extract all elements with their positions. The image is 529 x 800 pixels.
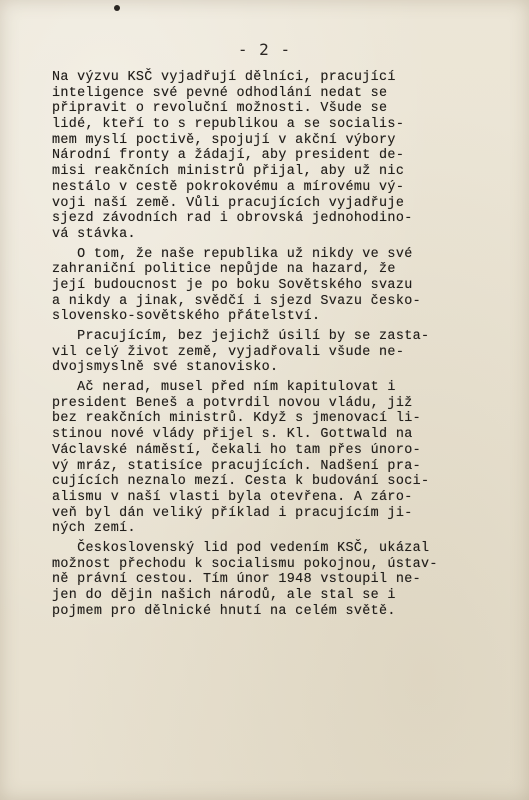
text-line: slovensko-sovětského přátelství. <box>52 309 321 325</box>
text-line: vá stávka. <box>52 226 136 242</box>
text-line: Pracujícím, bez jejichž úsilí by se zasta- <box>52 329 430 344</box>
paragraph <box>52 70 522 243</box>
text-line: jen do dějin našich národů, ale stal se i <box>52 588 396 603</box>
text-line: misi reakčních ministrů přijal, aby už nic <box>52 164 405 180</box>
text-line: dvojsmyslně své stanovisko. <box>52 360 279 376</box>
text-line: lidé, kteří to s republikou a se socialis- <box>52 117 405 133</box>
text-line: možnost přechodu k socialismu pokojnou, ústav- <box>52 556 438 572</box>
text-line: cujících neznalo mezí. Cesta k budování soci- <box>52 474 430 490</box>
text-line: a nikdy a jinak, svědčí i sjezd Svazu česko- <box>52 293 421 309</box>
text-line: alismu v naší vlasti byla otevřena. A záro- <box>52 489 413 505</box>
paragraph <box>52 541 522 619</box>
page-number: - 2 - <box>237 40 292 59</box>
text-line: stinou nové vlády přijel s. Kl. Gottwald na <box>52 427 413 443</box>
text-line: vil celý život země, vyjadřovali všude ne- <box>52 344 405 360</box>
text-line: zahraniční politice nepůjde na hazard, že <box>52 262 396 278</box>
paragraph <box>52 329 522 376</box>
text-line: president Beneš a potvrdil novou vládu, již <box>52 395 413 411</box>
text-line: Na výzvu KSČ vyjadřují dělníci, pracující <box>52 70 396 85</box>
text-line: veň byl dán veliký příklad i pracujícím ji- <box>52 505 413 521</box>
text-line: voji naší země. Vůli pracujících vyjadřuje <box>52 195 405 211</box>
text-line: mem myslí poctivě, spojují v akční výbory <box>52 132 396 148</box>
document-body <box>52 70 522 619</box>
text-line: nestálo v cestě pokrokovému a mírovému vý- <box>52 179 405 195</box>
text-line: ných zemí. <box>52 521 136 537</box>
text-line: pojmem pro dělnické hnutí na celém světě. <box>52 603 396 619</box>
text-line: ně právní cestou. Tím únor 1948 vstoupil ne- <box>52 572 421 588</box>
text-line: Václavské náměstí, čekali ho tam přes únoro- <box>52 442 421 458</box>
text-line: vý mráz, statisíce pracujících. Nadšení pra- <box>52 458 421 474</box>
text-line: Národní fronty a žádají, aby president de- <box>52 148 405 164</box>
punch-hole-mark <box>114 5 120 11</box>
text-line: inteligence své pevné odhodlání nedat se <box>52 85 388 101</box>
paragraph <box>52 247 522 325</box>
text-line: O tom, že naše republika už nikdy ve své <box>52 246 413 262</box>
text-line: její budoucnost je po boku Sovětského svazu <box>52 277 413 293</box>
text-line: bez reakčních ministrů. Když s jmenovací li- <box>52 411 421 427</box>
text-line: Československý lid pod vedením KSČ, ukázal <box>52 540 430 556</box>
paragraph <box>52 380 522 537</box>
text-line: připravit o revoluční možnosti. Všude se <box>52 101 388 117</box>
text-line: sjezd závodních rad i obrovská jednohodino- <box>52 211 413 227</box>
text-line: Ač nerad, musel před ním kapitulovat i <box>52 380 396 396</box>
